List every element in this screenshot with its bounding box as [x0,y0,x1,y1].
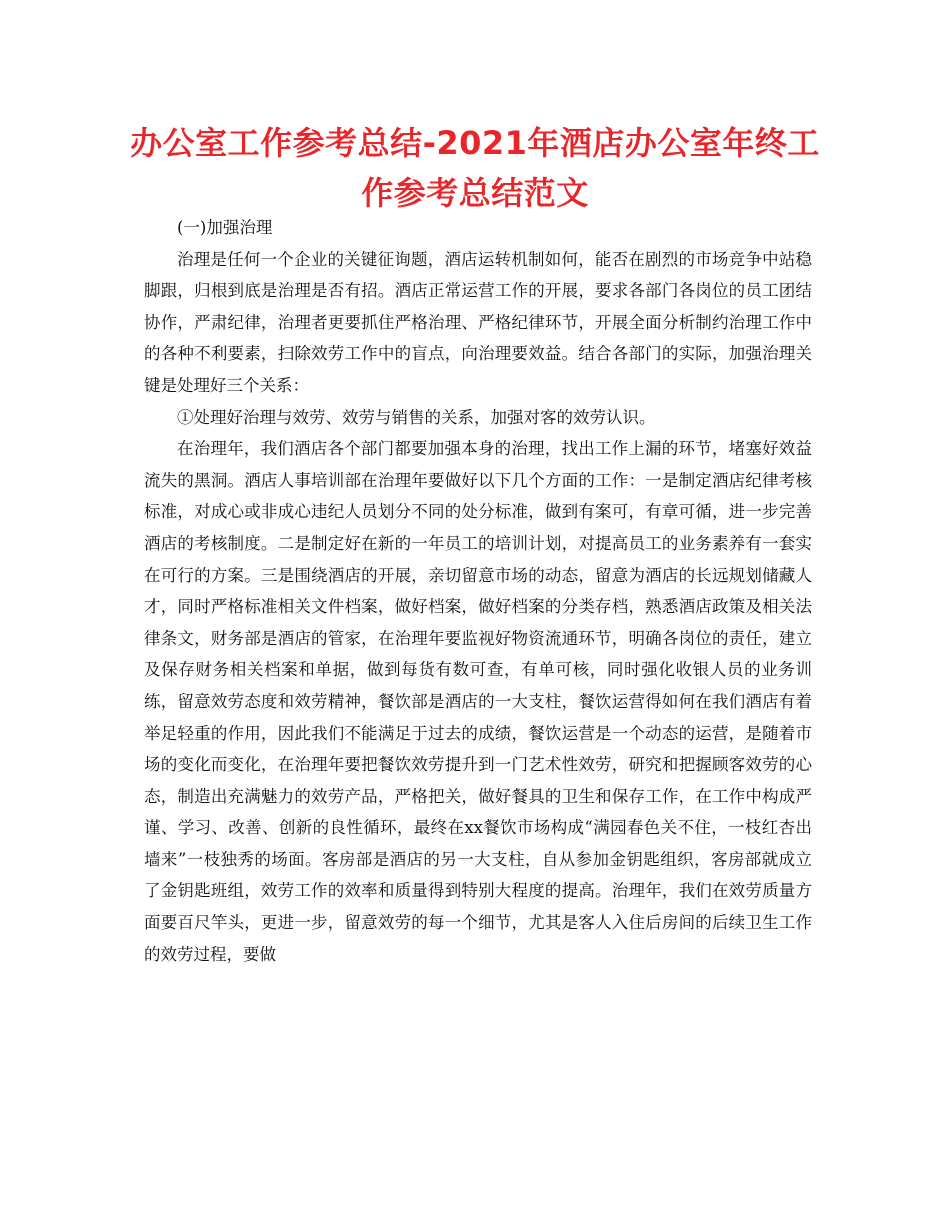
document-title: 办公室工作参考总结-2021年酒店办公室年终工作参考总结范文 [130,124,820,212]
body-paragraph: 在治理年，我们酒店各个部门都要加强本身的治理，找出工作上漏的环节，堵塞好效益流失的黑洞。酒店人事培训部在治理年要做好以下几个方面的工作：一是制定酒店纪律考核标准，对成心或非成心违纪人员划分不同的处分标准，做到有案可，有章可循，进一步完善酒店的考核制度。二是制定好在新的一年员工的培训计划，对提高员工的业务素养有一套实在可行的方案。三是围绕酒店的开展，亲切留意市场的动态，留意为酒店的长远规划储藏人才，同时严格标准相关文件档案，做好档案，做好档案的分类存档，熟悉酒店政策及相关法律条文，财务部是酒店的管家，在治理年要监视好物资流通环节，明确各岗位的责任，建立及保存财务相关档案和单据，做到每货有数可查，有单可核，同时强化收银人员的业务训练，留意效劳态度和效劳精神，餐饮部是酒店的一大支柱，餐饮运营得如何在我们酒店有着举足轻重的作用，因此我们不能满足于过去的成绩，餐饮运营是一个动态的运营，是随着市场的变化而变化，在治理年要把餐饮效劳提升到一门艺术性效劳，研究和把握顾客效劳的心态，制造出充满魅力的效劳产品，严格把关，做好餐具的卫生和保存工作，在工作中构成严谨、学习、改善、创新的良性循环，最终在xx餐饮市场构成“满园春色关不住，一枝红杏出墙来”一枝独秀的场面。客房部是酒店的另一大支柱，自从参加金钥匙组织，客房部就成立了金钥匙班组，效劳工作的效率和质量得到特别大程度的提高。治理年，我们在效劳质量方面要百尺竿头，更进一步，留意效劳的每一个细节，尤其是客人入住后房间的后续卫生工作的效劳过程，要做 [144,439,812,964]
section-heading: (一)加强治理 [177,218,273,237]
body-paragraph: 治理是任何一个企业的关键征询题，酒店运转机制如何，能否在剧烈的市场竞争中站稳脚跟，归根到底是治理是否有招。酒店正常运营工作的开展，要求各部门各岗位的员工团结协作，严肃纪律，治理者更要抓住严格治理、严格纪律环节，开展全面分析制约治理工作中的各种不利要素，扫除效劳工作中的盲点，向治理要效益。结合各部门的实际，加强治理关键是处理好三个关系： [144,249,812,395]
document-body [144,212,812,970]
body-paragraph: ①处理好治理与效劳、效劳与销售的关系，加强对客的效劳认识。 [177,407,656,427]
